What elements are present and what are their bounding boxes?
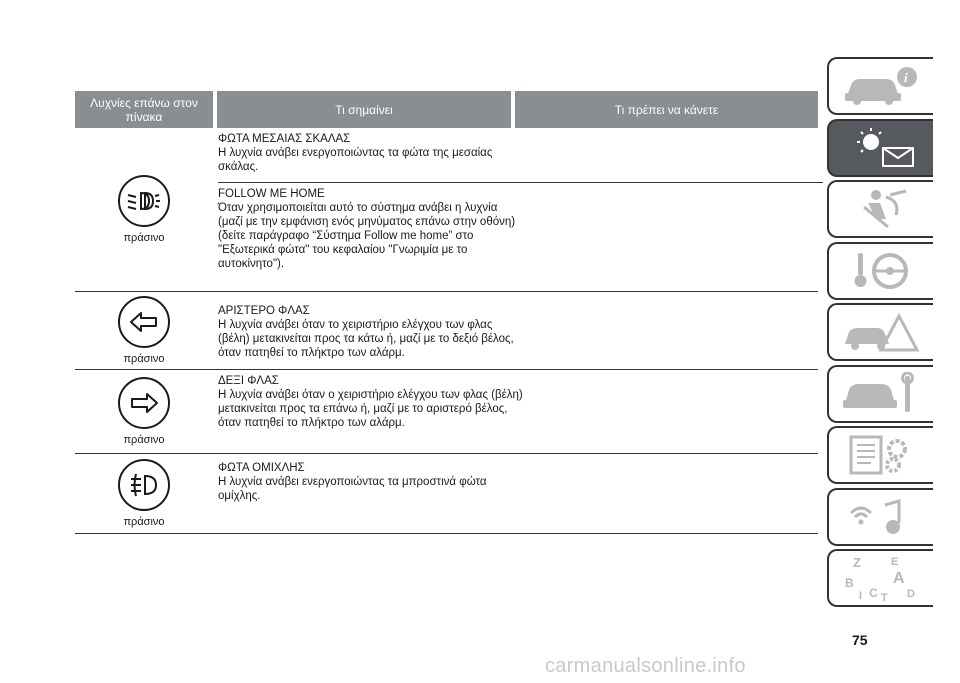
svg-text:D: D [907,588,915,600]
tab-maintenance[interactable] [827,365,933,423]
entry [218,292,823,364]
tab-safety[interactable] [827,180,933,238]
dipped-beam-icon [118,175,170,227]
airbag-seat-icon [846,187,916,231]
tab-getting-to-know-car[interactable] [827,57,933,115]
entry-title: ΑΡΙΣΤΕΡΟ ΦΛΑΣ [218,305,310,317]
tab-technical-data[interactable] [827,426,933,484]
tab-instrument-panel[interactable] [827,119,933,177]
entry-title: ΦΩΤΑ ΜΕΣΑΙΑΣ ΣΚΑΛΑΣ [218,133,351,145]
svg-text:I: I [859,590,863,602]
entry [218,454,823,507]
icon-cell [75,292,213,369]
watermark: carmanualsonline.info [545,655,746,677]
color-label: πράσινο [123,516,165,528]
entry-title: ΔΕΞΙ ΦΛΑΣ [218,375,279,387]
tab-emergency[interactable] [827,303,933,361]
warning-light-message-icon [841,126,921,170]
text-cell [213,370,818,453]
right-arrow-icon [118,377,170,429]
text-cell [213,128,818,291]
warning-lights-table [75,91,818,534]
car-info-icon [841,65,921,107]
table-row [75,370,818,454]
table-row [75,454,818,534]
entry-text: Η λυχνία ανάβει όταν το χειριστήριο ελέγχου των φλας (βέλη) μετακινείται προς τα κάτω ή, μαζί με το δεξιό βέλος, όταν πατηθεί το πλήκτρο των αλάρμ. [218,319,514,359]
svg-text:C: C [869,586,878,600]
color-label: πράσινο [123,232,165,244]
table-row [75,292,818,370]
text-cell [213,292,818,369]
specs-gear-icon [841,433,921,477]
key-steering-icon [846,249,916,293]
page-number: 75 [852,632,868,648]
entry [218,370,823,434]
icon-cell [75,454,213,533]
svg-text:A: A [893,570,905,587]
svg-text:E: E [891,556,899,568]
alphabetical-index-icon [841,553,921,603]
tab-index[interactable] [827,549,933,607]
svg-text:Z: Z [853,555,861,570]
svg-text:T: T [881,592,888,603]
chapter-tabs [827,57,933,611]
entry [218,128,823,182]
color-label: πράσινο [123,353,165,365]
multimedia-music-icon [841,495,921,539]
header-meaning: Τι σημαίνει [217,91,511,128]
table-header [75,91,818,128]
front-fog-light-icon [118,459,170,511]
tab-multimedia[interactable] [827,488,933,546]
car-accident-icon [841,310,921,354]
tab-starting-driving[interactable] [827,242,933,300]
entry-title: FOLLOW ME HOME [218,188,325,200]
entry-text: Η λυχνία ανάβει ενεργοποιώντας τα μπροστινά φώτα ομίχλης. [218,476,487,502]
header-lights: Λυχνίες επάνω στον πίνακα [75,91,213,128]
entry-text: Η λυχνία ανάβει όταν ο χειριστήριο ελέγχου των φλας (βέλη) μετακινείται προς τα επάνω ή, μαζί με το αριστερό βέλος, όταν πατηθεί το πλήκτρο των αλάρμ. [218,389,523,429]
entry-text: Η λυχνία ανάβει ενεργοποιώντας τα φώτα της μεσαίας σκάλας. [218,147,493,173]
entry-text: Όταν χρησιμοποιείται αυτό το σύστημα ανάβει η λυχνία (μαζί με την εμφάνιση ενός μηνύματος επάνω στην οθόνη) (δείτε παράγραφο “Σύστημα Follow me home” στο "Εξωτερικά φώτα" του κεφαλαίου "Γνωριμία με το αυτοκίνητο"). [218,202,516,270]
icon-cell [75,128,213,291]
table-row [75,128,818,292]
car-tools-icon [841,372,921,416]
svg-text:B: B [845,576,854,590]
entry [218,182,823,275]
color-label: πράσινο [123,434,165,446]
text-cell [213,454,818,533]
left-arrow-icon [118,296,170,348]
entry-title: ΦΩΤΑ ΟΜΙΧΛΗΣ [218,462,305,474]
svg-text:i: i [904,70,908,85]
header-action: Τι πρέπει να κάνετε [515,91,818,128]
icon-cell [75,370,213,453]
